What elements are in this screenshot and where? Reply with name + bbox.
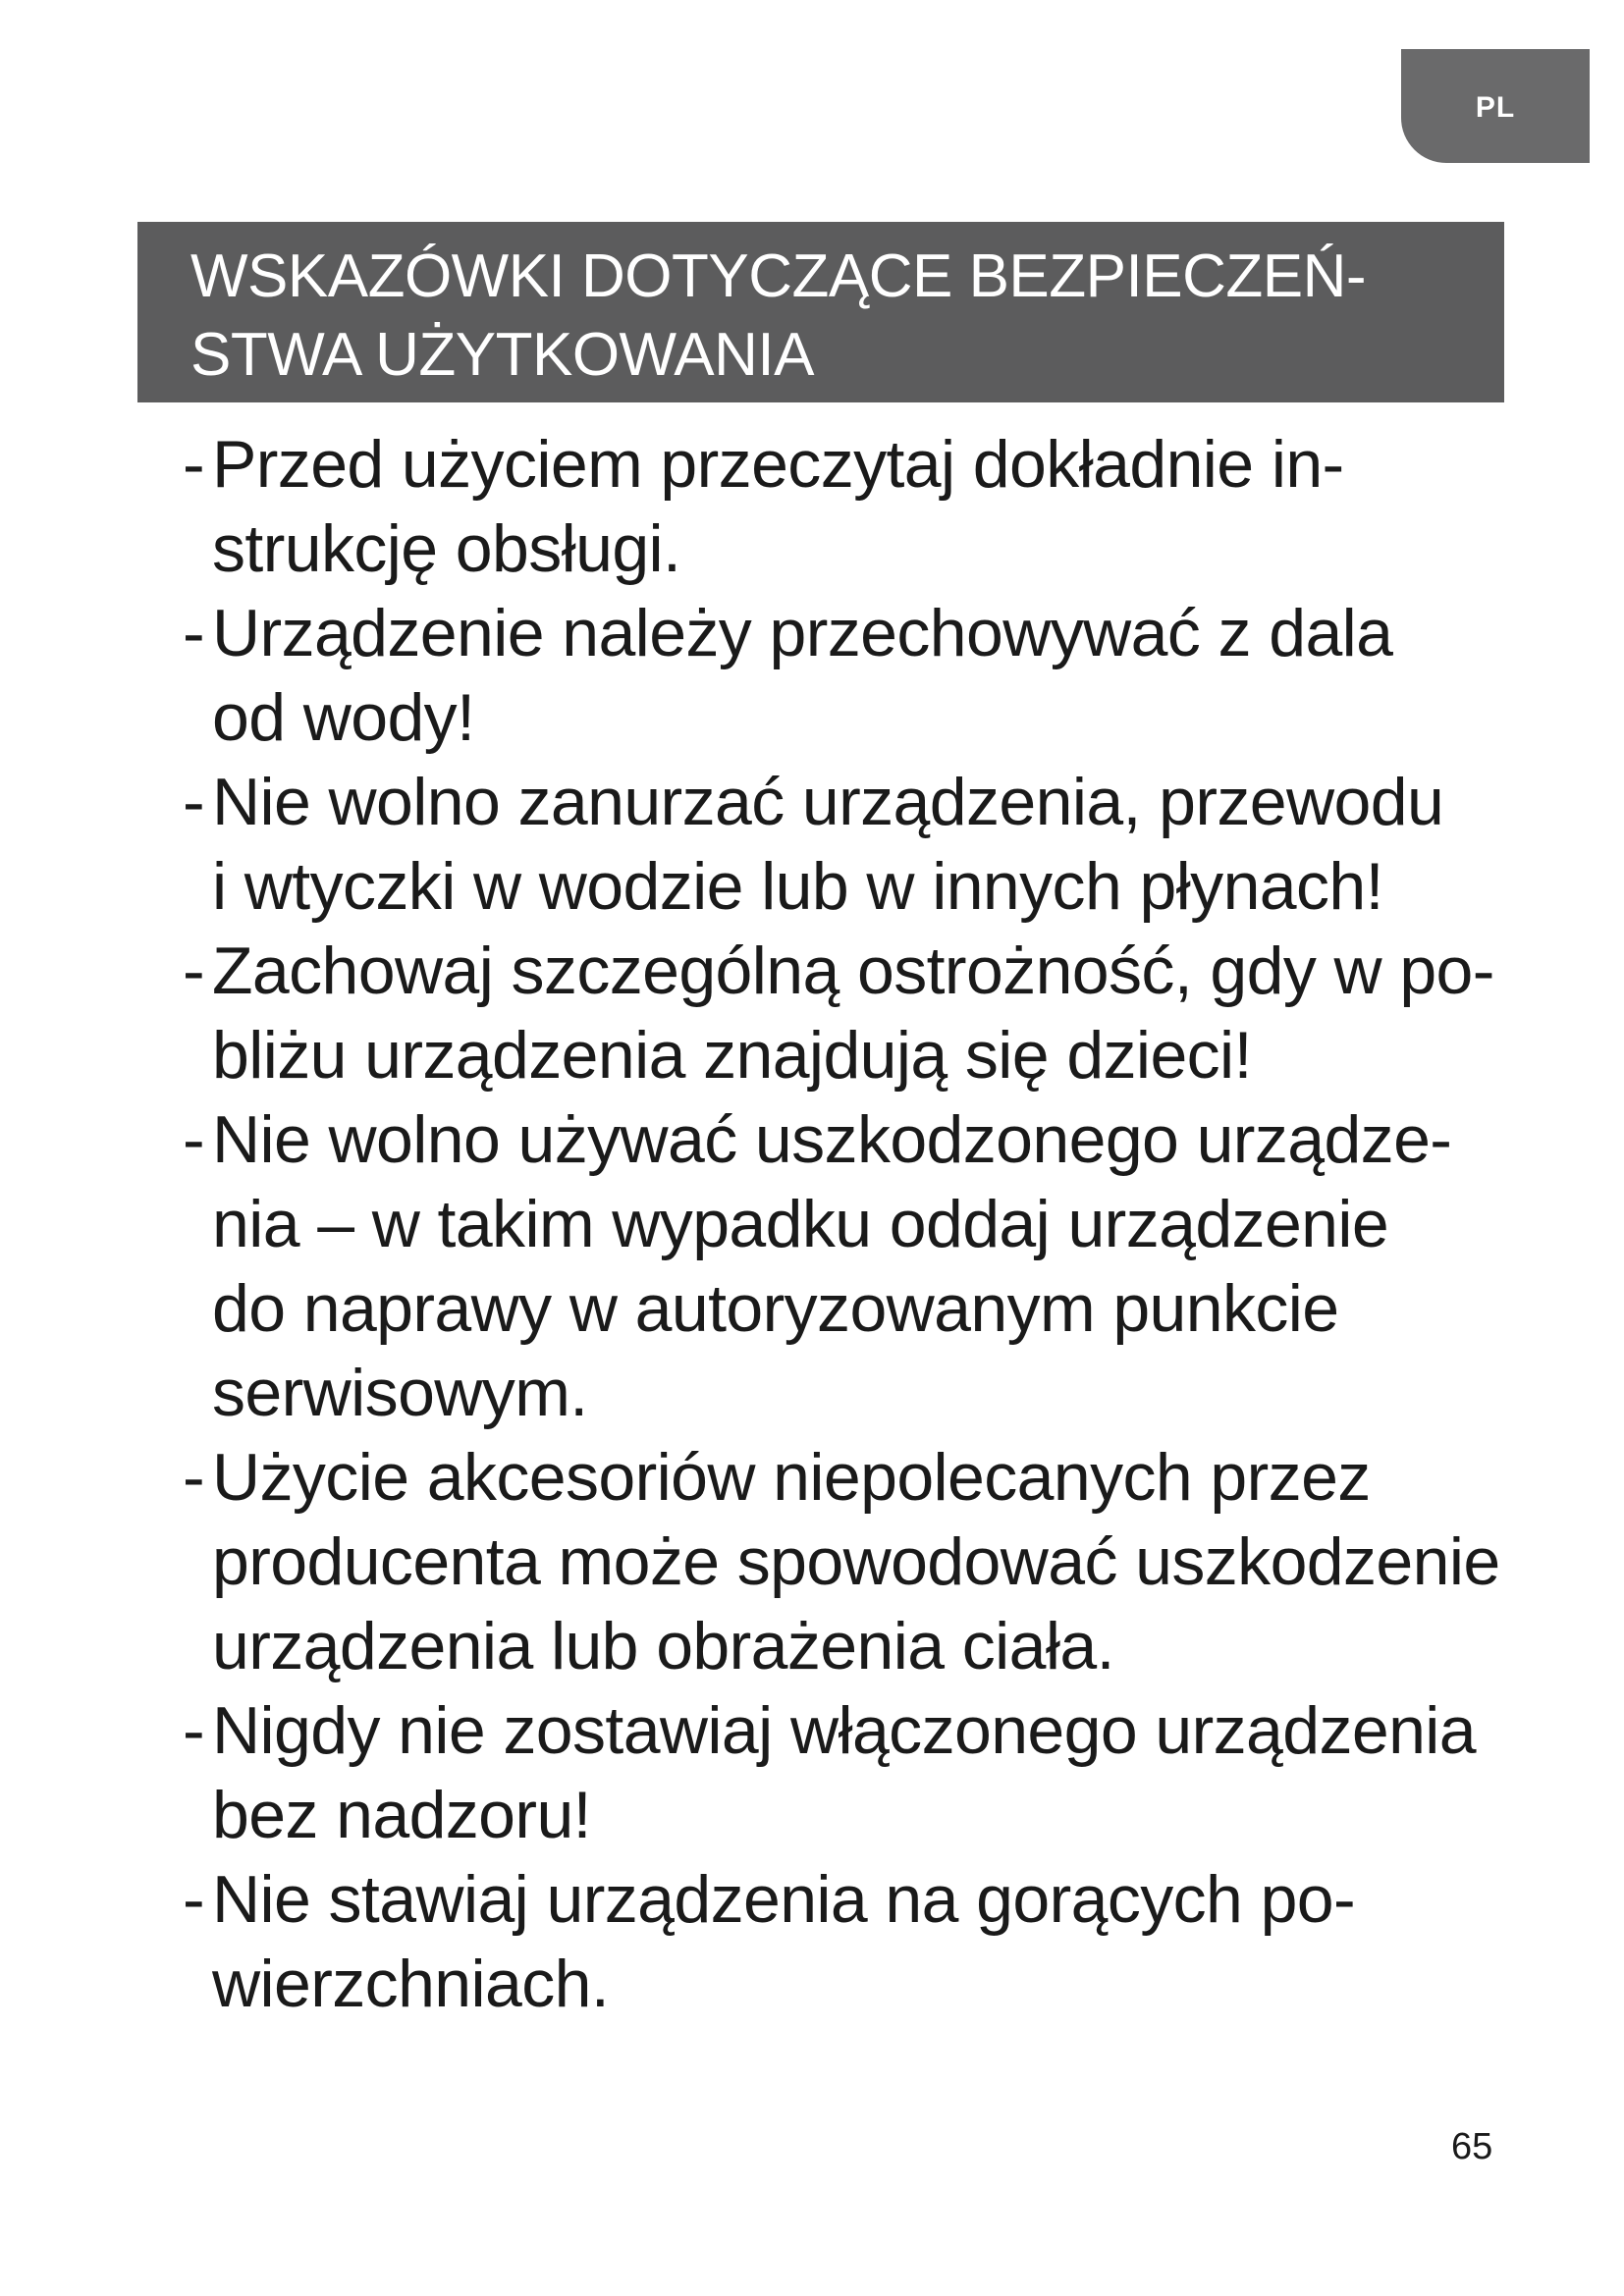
bullet-dash: - <box>183 427 205 502</box>
item-line: strukcję obsługi. <box>212 511 681 586</box>
item-line: Użycie akcesoriów niepolecanych przez <box>212 1440 1371 1515</box>
bullet-dash: - <box>183 1440 205 1515</box>
list-item <box>183 1857 1557 2026</box>
list-item <box>183 1688 1557 1857</box>
item-line: Zachowaj szczególną ostrożność, gdy w po- <box>212 934 1494 1008</box>
header-line: STWA UŻYTKOWANIA <box>190 321 814 389</box>
item-line: Nie wolno używać uszkodzonego urządze- <box>212 1102 1452 1177</box>
list-item <box>183 591 1557 760</box>
list-item <box>183 929 1557 1097</box>
item-line: wierzchniach. <box>212 1947 610 2021</box>
item-line: Przed użyciem przeczytaj dokładnie in- <box>212 427 1344 502</box>
item-line: urządzenia lub obrażenia ciała. <box>212 1609 1114 1683</box>
list-item <box>183 760 1557 929</box>
item-line: nia – w takim wypadku oddaj urządzenie <box>212 1187 1389 1261</box>
item-line: do naprawy w autoryzowanym punkcie <box>212 1271 1339 1346</box>
list-item <box>183 422 1557 591</box>
item-line: bez nadzoru! <box>212 1778 591 1852</box>
bullet-dash: - <box>183 765 205 839</box>
bullet-dash: - <box>183 1862 205 1937</box>
item-line: Nie wolno zanurzać urządzenia, przewodu <box>212 765 1444 839</box>
item-line: bliżu urządzenia znajdują się dzieci! <box>212 1018 1252 1093</box>
item-line: producenta może spowodować uszkodzenie <box>212 1524 1500 1599</box>
list-item <box>183 1097 1557 1435</box>
header-line: WSKAZÓWKI DOTYCZĄCE BEZPIECZEŃ- <box>190 242 1367 310</box>
item-line: Nie stawiaj urządzenia na gorących po- <box>212 1862 1356 1937</box>
language-tab <box>1401 49 1590 163</box>
item-line: Nigdy nie zostawiaj włączonego urządzenia <box>212 1693 1477 1768</box>
bullet-dash: - <box>183 596 205 670</box>
bullet-dash: - <box>183 934 205 1008</box>
item-line: serwisowym. <box>212 1356 588 1430</box>
language-label: PL <box>1475 91 1516 124</box>
list-item <box>183 1435 1557 1688</box>
item-line: od wody! <box>212 680 475 755</box>
item-line: Urządzenie należy przechowywać z dala <box>212 596 1393 670</box>
bullet-dash: - <box>183 1102 205 1177</box>
section-header <box>137 222 1504 402</box>
safety-list <box>183 422 1557 2026</box>
page-number: 65 <box>1451 2126 1493 2167</box>
item-line: i wtyczki w wodzie lub w innych płynach! <box>212 849 1383 924</box>
bullet-dash: - <box>183 1693 205 1768</box>
